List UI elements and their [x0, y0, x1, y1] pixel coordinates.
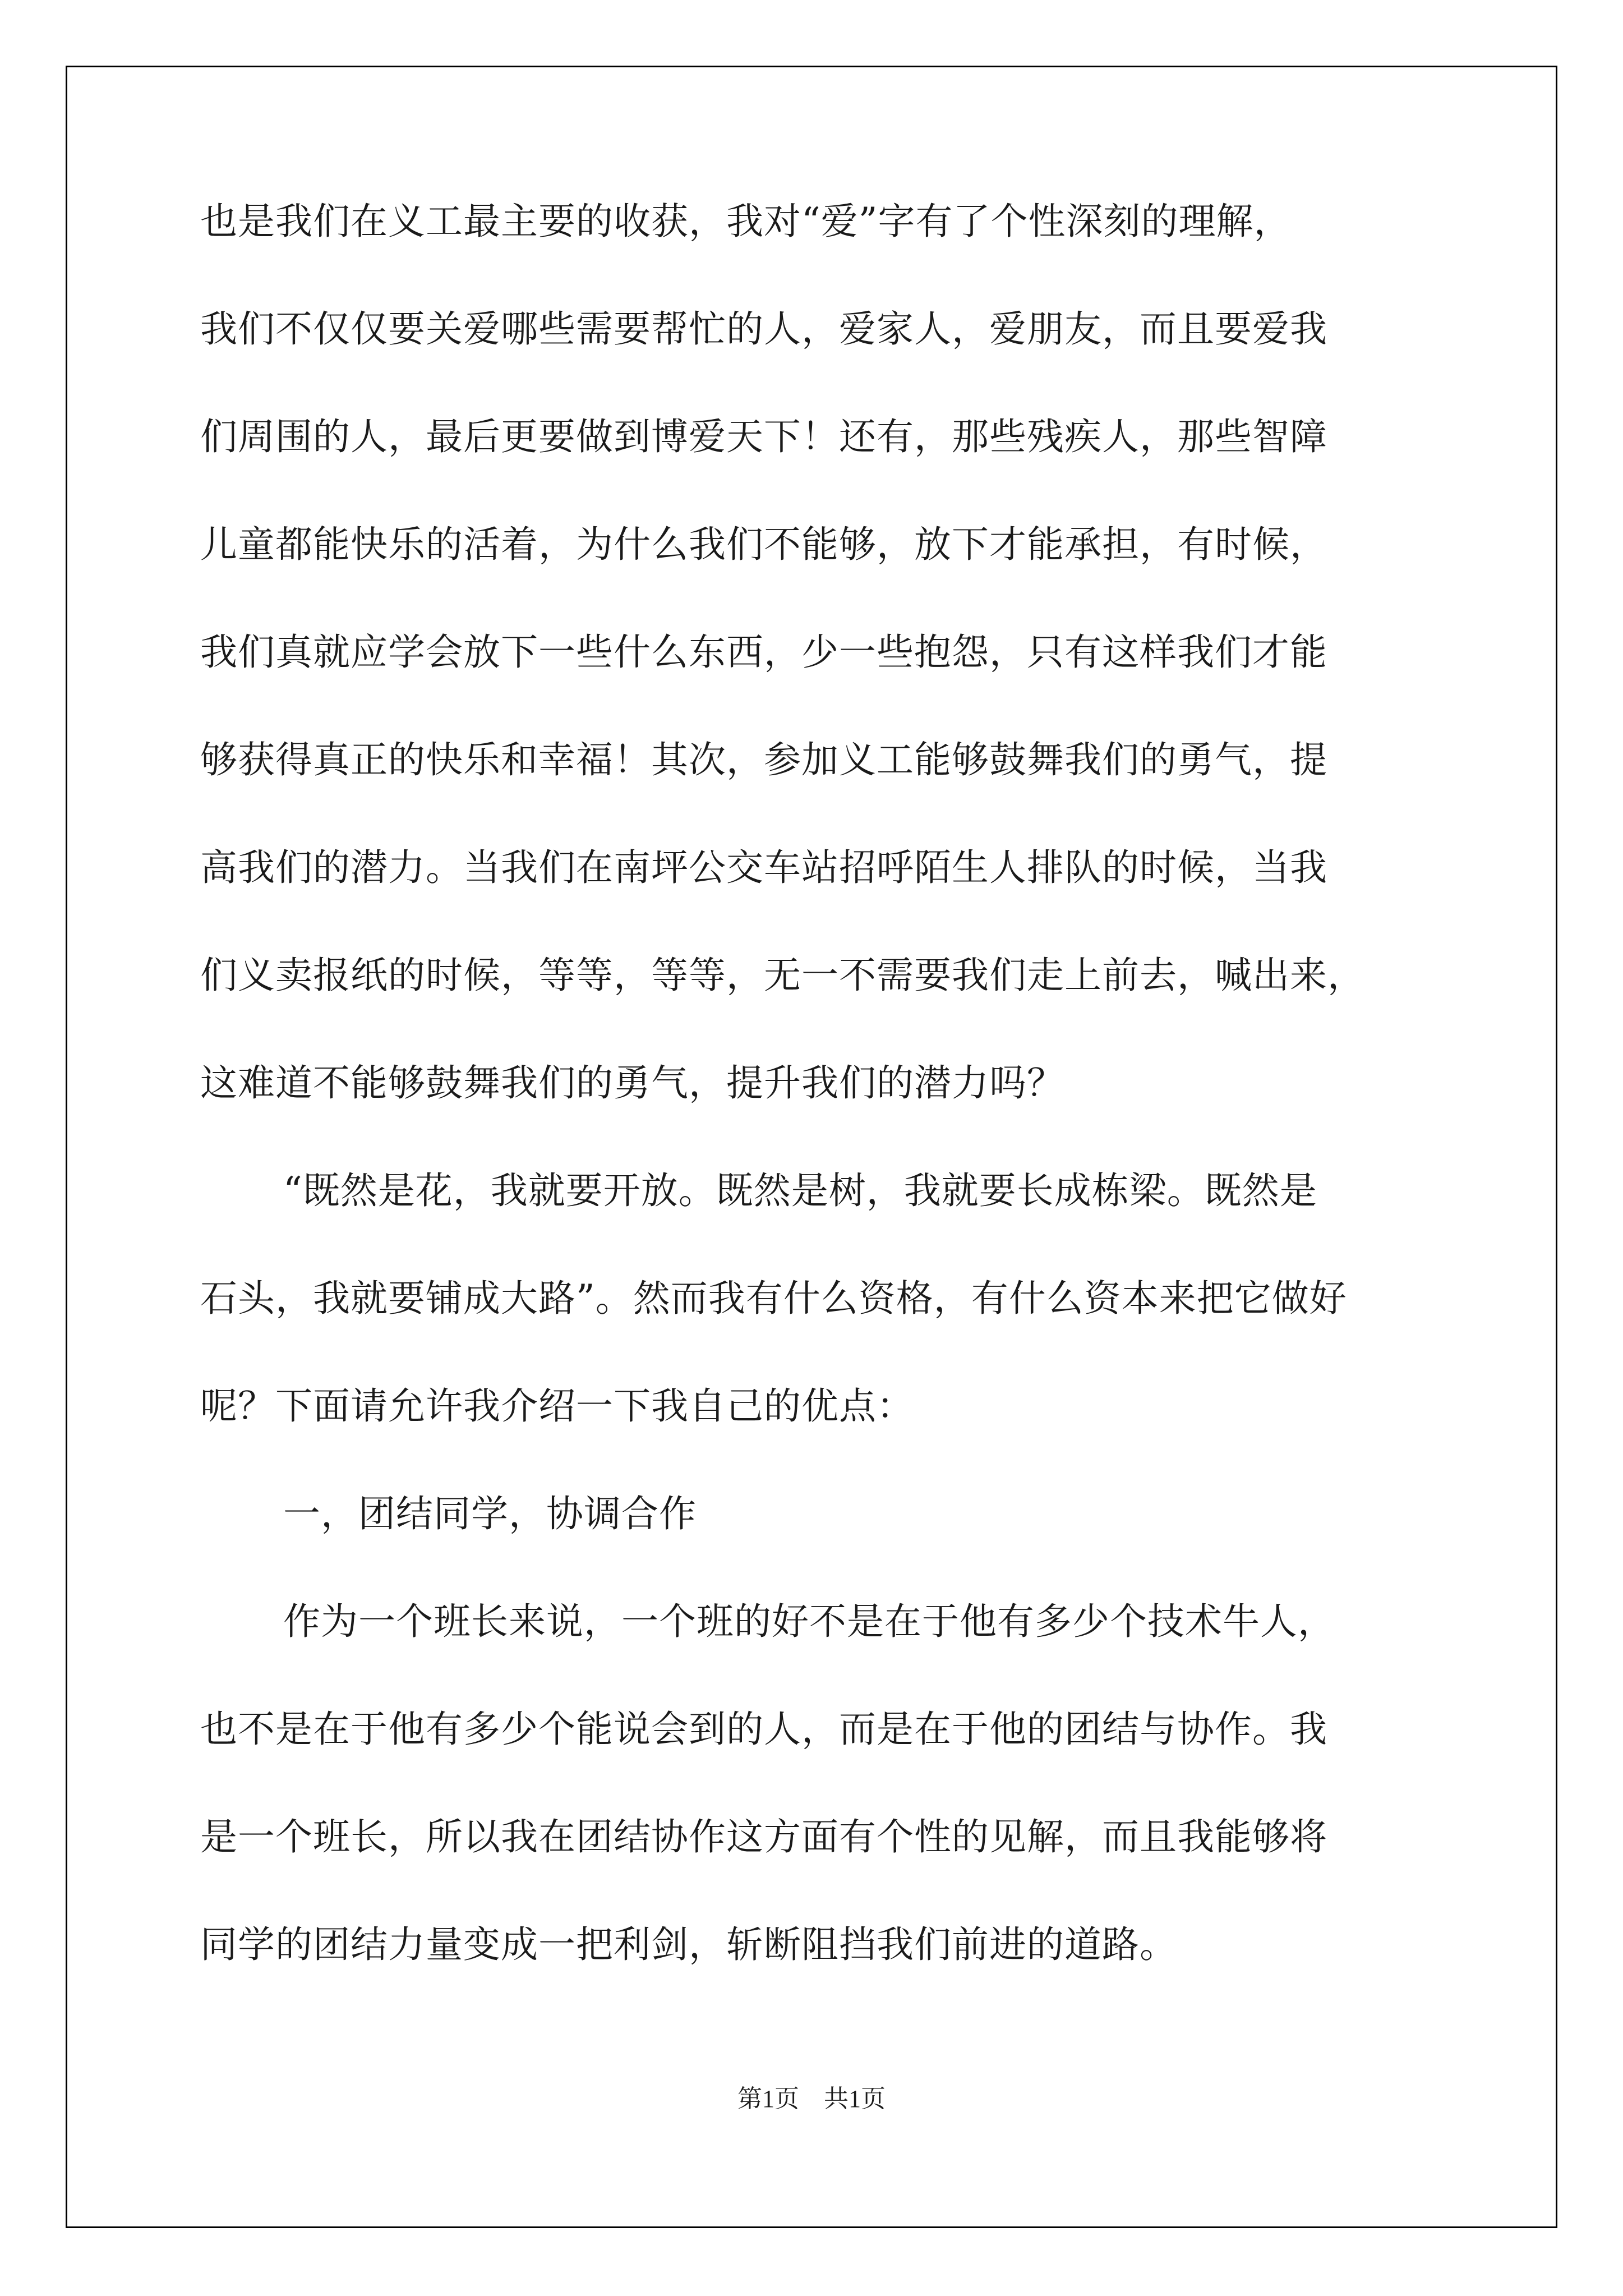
text-line: 够获得真正的快乐和幸福！其次，参加义工能够鼓舞我们的勇气，提 [200, 738, 1327, 781]
text-line: 这难道不能够鼓舞我们的勇气，提升我们的潜力吗？ [200, 1061, 1064, 1105]
text-line: 儿童都能快乐的活着，为什么我们不能够，放下才能承担，有时候， [200, 523, 1327, 566]
text-line: 呢？下面请允许我介绍一下我自己的优点： [200, 1384, 914, 1428]
page-footer [0, 2087, 1623, 2111]
page-total: 共1页 [824, 2085, 886, 2113]
text-line: 同学的团结力量变成一把利剑，斩断阻挡我们前进的道路。 [200, 1923, 1177, 1966]
page-number: 第1页 [737, 2085, 799, 2113]
text-line: 是一个班长，所以我在团结协作这方面有个性的见解，而且我能够将 [200, 1815, 1327, 1858]
text-line: 我们不仅仅要关爱哪些需要帮忙的人，爱家人，爱朋友，而且要爱我 [200, 307, 1327, 351]
text-line: 石头，我就要铺成大路”。然而我有什么资格，有什么资本来把它做好 [200, 1277, 1347, 1320]
section-heading: 一，团结同学，协调合作 [283, 1492, 697, 1535]
text-line: 作为一个班长来说，一个班的好不是在于他有多少个技术牛人， [283, 1600, 1335, 1643]
text-line: 高我们的潜力。当我们在南坪公交车站招呼陌生人排队的时候，当我 [200, 846, 1327, 889]
document-body [200, 200, 1456, 2034]
text-line: 们周围的人，最后更要做到博爱天下！还有，那些残疾人，那些智障 [200, 415, 1327, 458]
text-line: 也不是在于他有多少个能说会到的人，而是在于他的团结与协作。我 [200, 1708, 1327, 1751]
text-line: 我们真就应学会放下一些什么东西，少一些抱怨，只有这样我们才能 [200, 631, 1327, 674]
text-line: 们义卖报纸的时候，等等，等等，无一不需要我们走上前去，喊出来， [200, 954, 1365, 997]
text-line: “既然是花，我就要开放。既然是树，我就要长成栋梁。既然是 [283, 1169, 1317, 1212]
text-line: 也是我们在义工最主要的收获，我对“爱”字有了个性深刻的理解， [200, 200, 1292, 243]
